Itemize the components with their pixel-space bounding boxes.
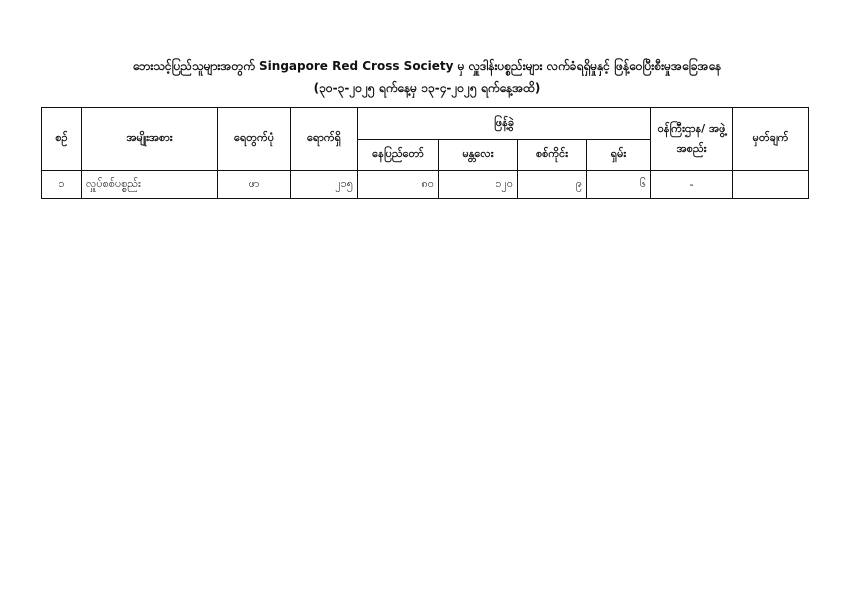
- cell-no: ၁: [42, 171, 82, 199]
- cell-remarks: [733, 171, 809, 199]
- col-header-sagaing: စစ်ကိုင်း: [518, 140, 587, 171]
- col-header-shan: ရှမ်း: [587, 140, 651, 171]
- cell-shan: ၆: [587, 171, 651, 199]
- col-header-received: ရောက်ရှိ: [291, 108, 358, 171]
- date-range: (၃၀-၃-၂၀၂၅ ရက်နေ့မှ ၁၃-၄-၂၀၂၅ ရက်နေ့အထိ): [313, 81, 541, 95]
- cell-naypyitaw: ၈၀: [358, 171, 439, 199]
- col-header-naypyitaw: နေပြည်တော်: [358, 140, 439, 171]
- table-row: [42, 171, 809, 199]
- col-header-ministry: ဝန်ကြီးဌာန/ အဖွဲ့အစည်း: [651, 108, 733, 171]
- col-header-no: စဉ်: [42, 108, 82, 171]
- cell-sagaing: ၉: [518, 171, 587, 199]
- document-title: ဘေးသင့်ပြည်သူများအတွက် Singapore Red Cross Society မှ လှူဒါန်းပစ္စည်းများ လက်ခံရရှိမှုနှင့် ဖြန့်ဝေပြီးစီးမှုအခြေအနေ: [132, 59, 722, 73]
- cell-received: ၂၁၅: [291, 171, 358, 199]
- col-header-mandalay: မန္တလေး: [439, 140, 518, 171]
- cell-mandalay: ၁၂၀: [439, 171, 518, 199]
- col-header-distributed: ဖြန့်ခွဲ: [358, 108, 651, 140]
- col-header-remarks: မှတ်ချက်: [733, 108, 809, 171]
- cell-item: လှူပ်စစ်ပစ္စည်း: [82, 171, 218, 199]
- distribution-table: [41, 107, 809, 199]
- col-header-unit: ရေတွက်ပုံ: [218, 108, 291, 171]
- cell-ministry: -: [651, 171, 733, 199]
- col-header-item: အမျိုးအစား: [82, 108, 218, 171]
- header-row: [42, 108, 809, 140]
- cell-unit: ဖာ: [218, 171, 291, 199]
